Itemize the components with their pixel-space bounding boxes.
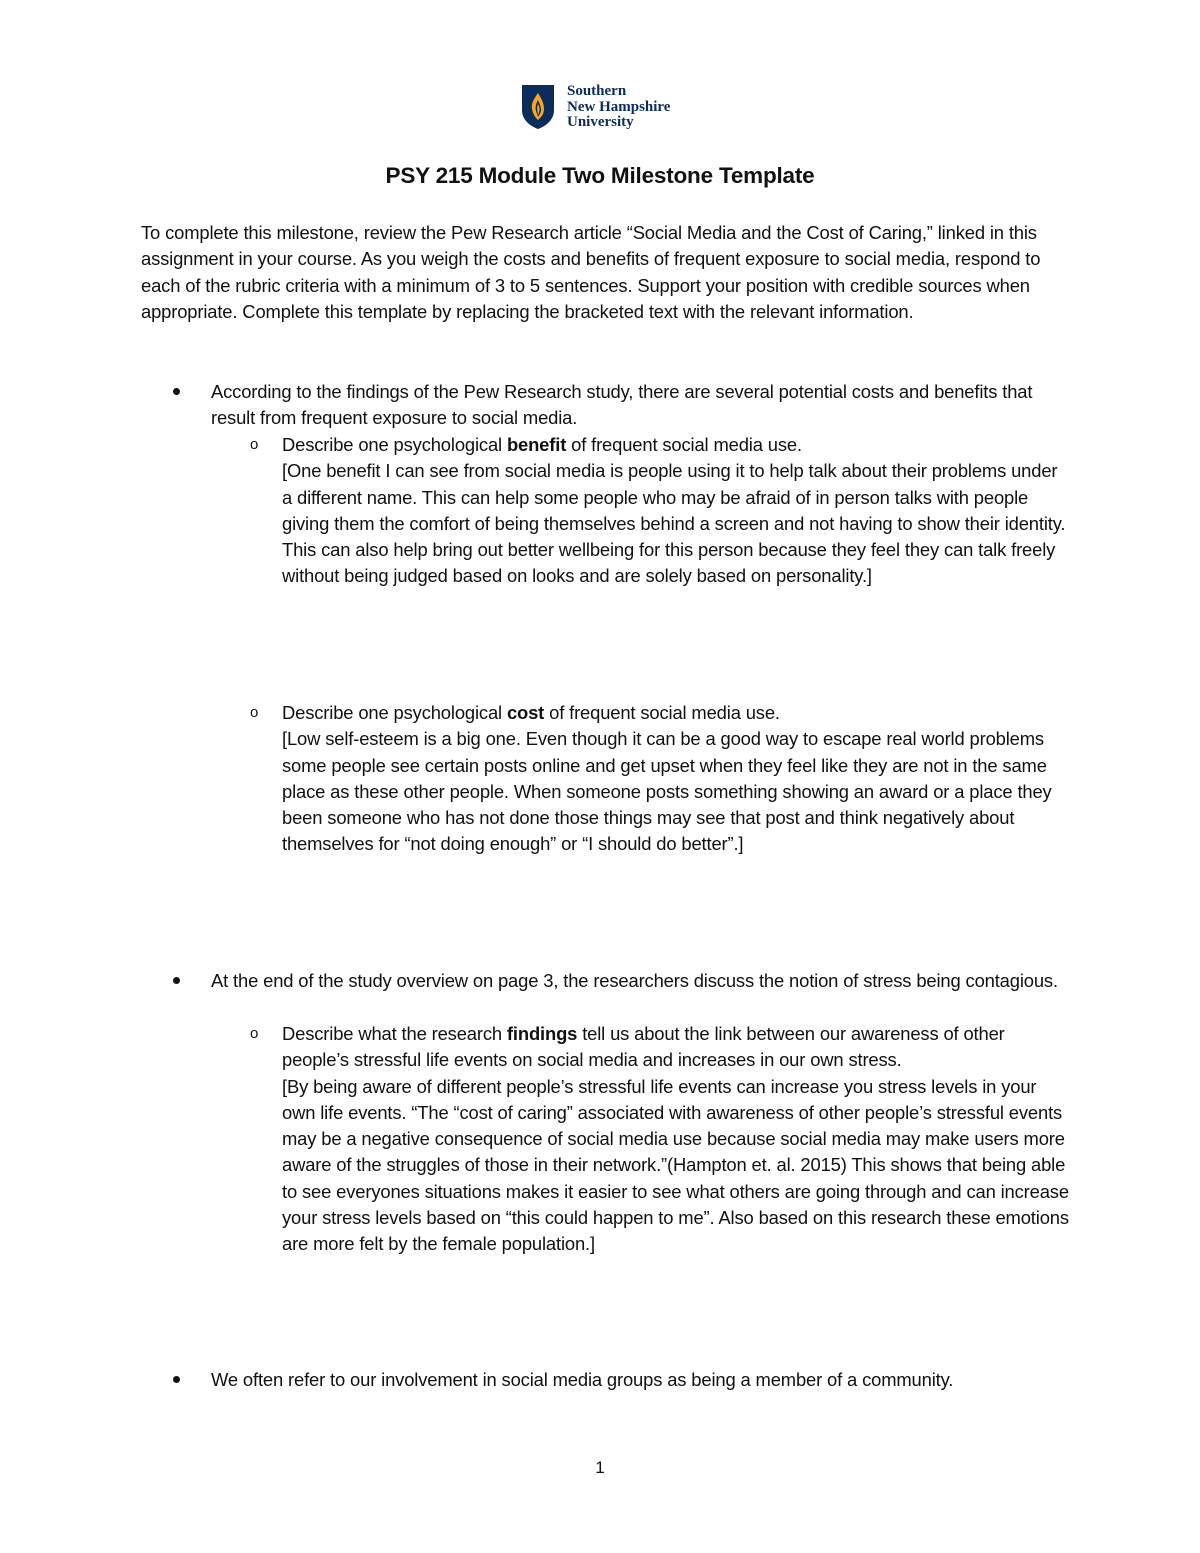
- logo-line-3: University: [567, 114, 634, 130]
- answer-text: [One benefit I can see from social media is people using it to help talk about their problems under a different name. This can help some people who may be afraid of in person talks with people giving them the comfort of being themselves behind a screen and not having to show their identity. This can also help bring out better wellbeing for this person because they feel they can talk freely without being judged based on looks and are solely based on personality.]: [282, 460, 1066, 587]
- sub-item-cost: [250, 700, 1072, 858]
- prompt-part: Describe one psychological: [282, 434, 507, 455]
- prompt-keyword: cost: [506, 702, 545, 723]
- bullet-text: According to the findings of the Pew Research study, there are several potential costs and benefits that result from frequent exposure to social media.: [211, 381, 1033, 429]
- prompt-part: of frequent social media use.: [566, 434, 802, 455]
- prompt-part: of frequent social media use.: [544, 702, 780, 723]
- sub-bullet-marker: o: [250, 1025, 259, 1042]
- prompt-part: tell us about the link between our awareness of other people’s stressful life events on social media and increases in our own stress.: [282, 1023, 1005, 1071]
- prompt-part: Describe what the research: [282, 1023, 507, 1044]
- bullet-icon: [173, 1376, 180, 1383]
- document-title: PSY 215 Module Two Milestone Template: [385, 163, 815, 188]
- sub-bullet-marker: o: [250, 704, 259, 721]
- bullet-text: We often refer to our involvement in social media groups as being a member of a community.: [211, 1369, 954, 1390]
- prompt-text: [282, 1021, 1072, 1074]
- intro-paragraph: To complete this milestone, review the Pew Research article “Social Media and the Cost of Caring,” linked in this assignment in your course. As you weigh the costs and benefits of frequent exposure to social media, respond to each of the rubric criteria with a minimum of 3 to 5 sentences. Support your position with credible sources when appropriate. Complete this template by replacing the bracketed text with the relevant information.: [141, 222, 1041, 322]
- logo-wordmark: [567, 84, 670, 131]
- bullet-item-community: [211, 1367, 1081, 1393]
- prompt-text: [282, 700, 1072, 726]
- shield-flame-icon: [521, 84, 555, 130]
- university-logo: [521, 84, 691, 132]
- answer-text: [Low self-esteem is a big one. Even though it can be a good way to escape real world problems some people see certain posts online and get upset when they feel like they are not in the same place as these other people. When someone posts something showing an award or a place they been someone who has not done those things may see that post and think negatively about themselves for “not doing enough” or “I should do better”.]: [282, 728, 1052, 855]
- sub-item-findings: [250, 1021, 1072, 1258]
- answer-text: [By being aware of different people’s stressful life events can increase you stress levels in your own life events. “The “cost of caring” associated with awareness of other people’s stressful events may be a negative consequence of social media use because social media may make users more aware of the struggles of those in their network.”(Hampton et. al. 2015) This shows that being able to see everyones situations makes it easier to see what others are going through and can increase your stress levels based on “this could happen to me”. Also based on this research these emotions are more felt by the female population.]: [282, 1075, 1069, 1255]
- bullet-icon: [173, 977, 180, 984]
- prompt-keyword: benefit: [506, 434, 567, 455]
- logo-line-1: Southern: [567, 83, 627, 99]
- prompt-text: [282, 432, 1072, 458]
- sub-bullet-marker: o: [250, 436, 259, 453]
- page-number: 1: [595, 1458, 605, 1477]
- bullet-icon: [173, 388, 180, 395]
- bullet-item-stress-contagious: [211, 968, 1081, 994]
- sub-item-benefit: [250, 432, 1072, 590]
- prompt-keyword: findings: [506, 1023, 578, 1044]
- prompt-part: Describe one psychological: [282, 702, 507, 723]
- logo-line-2: New Hampshire: [567, 98, 671, 115]
- bullet-text: At the end of the study overview on page 3, the researchers discuss the notion of stress being contagious.: [211, 970, 1058, 991]
- bullet-item-costs-benefits: [211, 379, 1081, 432]
